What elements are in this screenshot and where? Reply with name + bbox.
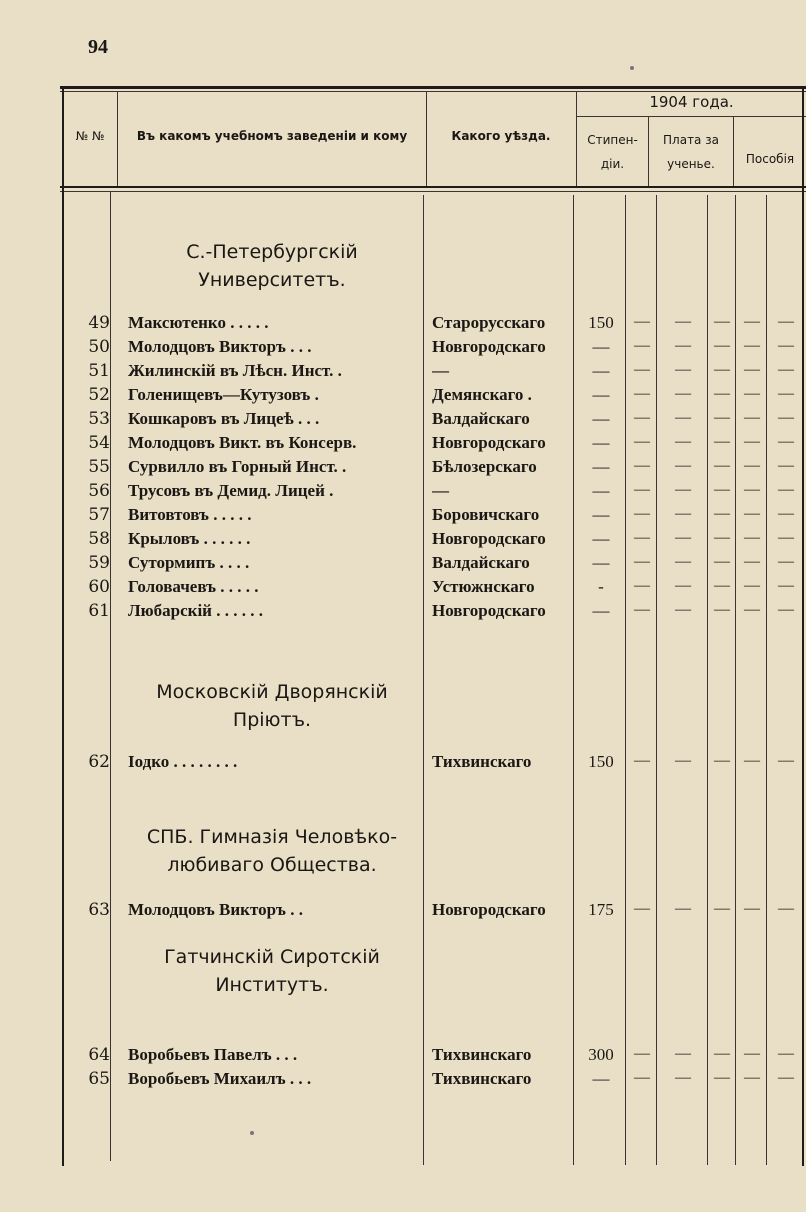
row-empty-cell-5: — (778, 577, 794, 594)
row-empty-cell-4: — (744, 553, 760, 570)
row-empty-cell-1: — (634, 601, 650, 618)
row-empty-cell-2: — (675, 577, 691, 594)
row-empty-cell-2: — (675, 1045, 691, 1062)
row-stipend: — (592, 601, 610, 620)
row-stipend: - (598, 577, 604, 596)
row-name: Молодцовъ Викторъ . . (128, 900, 303, 919)
row-empty-cell-4: — (744, 481, 760, 498)
row-stipend: — (592, 409, 610, 428)
row-empty-cell-4: — (744, 409, 760, 426)
row-empty-cell-1: — (634, 313, 650, 330)
row-empty-cell-5: — (778, 337, 794, 354)
row-empty-cell-3: — (714, 385, 730, 402)
row-empty-cell-4: — (744, 505, 760, 522)
row-name: Головачевъ . . . . . (128, 577, 259, 596)
row-empty-cell-5: — (778, 433, 794, 450)
row-empty-cell-5: — (778, 409, 794, 426)
row-empty-cell-3: — (714, 900, 730, 917)
speck (250, 1131, 254, 1135)
row-empty-cell-2: — (675, 313, 691, 330)
row-stipend: — (592, 337, 610, 356)
row-empty-cell-1: — (634, 900, 650, 917)
row-empty-cell-1: — (634, 457, 650, 474)
row-empty-cell-5: — (778, 481, 794, 498)
row-empty-cell-1: — (634, 752, 650, 769)
row-uezd: Новгородскаго (432, 601, 546, 620)
row-number: 55 (88, 457, 110, 477)
row-uezd: Устюжнскаго (432, 577, 535, 596)
row-uezd: Новгородскаго (432, 529, 546, 548)
row-stipend: — (592, 553, 610, 572)
row-name: Іодко . . . . . . . . (128, 752, 238, 771)
row-empty-cell-5: — (778, 505, 794, 522)
row-empty-cell-2: — (675, 553, 691, 570)
row-number: 59 (88, 553, 110, 573)
row-uezd: Старорусскаго (432, 313, 546, 332)
row-name: Воробьевъ Павелъ . . . (128, 1045, 298, 1064)
header-number: № № (75, 129, 105, 143)
row-name: Витовтовъ . . . . . (128, 505, 252, 524)
section-title (118, 678, 426, 734)
row-stipend: — (592, 505, 610, 524)
row-name: Молодцовъ Викторъ . . . (128, 337, 312, 356)
row-number: 50 (88, 337, 110, 357)
row-stipend: — (592, 385, 610, 404)
row-empty-cell-5: — (778, 1069, 794, 1086)
header-stipend-line2: діи. (600, 157, 625, 171)
section-title-line1: С.-Петербургскій (186, 241, 358, 263)
row-uezd: Новгородскаго (432, 433, 546, 452)
row-empty-cell-2: — (675, 601, 691, 618)
row-name: Трусовъ въ Демид. Лицей . (128, 481, 334, 500)
row-name: Любарскій . . . . . . (128, 601, 263, 620)
row-empty-cell-4: — (744, 337, 760, 354)
row-empty-cell-5: — (778, 752, 794, 769)
row-number: 63 (88, 900, 110, 920)
section-title (118, 238, 426, 294)
row-empty-cell-2: — (675, 529, 691, 546)
row-empty-cell-4: — (744, 900, 760, 917)
row-empty-cell-2: — (675, 505, 691, 522)
row-empty-cell-1: — (634, 385, 650, 402)
row-empty-cell-1: — (634, 505, 650, 522)
row-empty-cell-3: — (714, 752, 730, 769)
row-uezd: Тихвинскаго (432, 1069, 532, 1088)
section-title-line1: СПБ. Гимназія Человѣко- (146, 826, 398, 848)
row-empty-cell-4: — (744, 1069, 760, 1086)
row-uezd: Демянскаго . (432, 385, 532, 404)
row-name: Крыловъ . . . . . . (128, 529, 251, 548)
row-empty-cell-1: — (634, 1069, 650, 1086)
row-name: Жилинскій въ Лѣсн. Инст. . (128, 361, 342, 380)
row-number: 49 (88, 313, 110, 333)
speck (630, 66, 634, 70)
row-empty-cell-2: — (675, 433, 691, 450)
row-empty-cell-1: — (634, 553, 650, 570)
section-title (118, 943, 426, 999)
row-number: 57 (88, 505, 110, 525)
row-uezd: Тихвинскаго (432, 752, 532, 771)
row-empty-cell-3: — (714, 553, 730, 570)
header-year: 1904 года. (649, 93, 734, 111)
section-title-line2: Университетъ. (198, 269, 346, 291)
row-stipend: 150 (588, 752, 614, 771)
row-name: Сурвилло въ Горный Инст. . (128, 457, 347, 476)
row-empty-cell-3: — (714, 361, 730, 378)
row-empty-cell-3: — (714, 601, 730, 618)
row-empty-cell-3: — (714, 481, 730, 498)
row-name: Воробьевъ Михаилъ . . . (128, 1069, 312, 1088)
row-empty-cell-2: — (675, 1069, 691, 1086)
row-uezd: — (432, 481, 449, 500)
row-empty-cell-3: — (714, 529, 730, 546)
row-empty-cell-5: — (778, 553, 794, 570)
header-uezd: Какого уѣзда. (451, 129, 551, 143)
row-number: 60 (88, 577, 110, 597)
row-number: 64 (88, 1045, 110, 1065)
row-uezd: Новгородскаго (432, 337, 546, 356)
section-title-line1: Московскій Дворянскій (156, 681, 388, 703)
row-name: Голенищевъ—Кутузовъ . (128, 385, 319, 404)
row-empty-cell-2: — (675, 481, 691, 498)
section-title-line2: любиваго Общества. (167, 854, 377, 876)
row-empty-cell-4: — (744, 752, 760, 769)
header-fee-line2: ученье. (667, 157, 715, 171)
row-name: Кошкаровъ въ Лицеѣ . . . (128, 409, 320, 428)
row-stipend: — (592, 529, 610, 548)
row-empty-cell-4: — (744, 313, 760, 330)
section-title-line2: Пріютъ. (232, 709, 312, 731)
row-empty-cell-1: — (634, 529, 650, 546)
row-empty-cell-4: — (744, 385, 760, 402)
row-uezd: Бѣлозерскаго (432, 457, 537, 476)
row-name: Молодцовъ Викт. въ Консерв. (128, 433, 357, 452)
row-uezd: — (432, 361, 449, 380)
page-number: 94 (88, 36, 108, 58)
row-stipend: — (592, 481, 610, 500)
row-stipend: — (592, 1069, 610, 1088)
section-title-line1: Гатчинскій Сиротскій (164, 946, 380, 968)
row-empty-cell-2: — (675, 385, 691, 402)
row-empty-cell-1: — (634, 409, 650, 426)
row-empty-cell-3: — (714, 1045, 730, 1062)
row-name: Максютенко . . . . . (128, 313, 269, 332)
row-empty-cell-1: — (634, 337, 650, 354)
section-title (118, 823, 426, 879)
row-empty-cell-1: — (634, 1045, 650, 1062)
header-institution: Въ какомъ учебномъ заведеніи и кому (136, 129, 408, 143)
row-number: 65 (88, 1069, 110, 1089)
row-empty-cell-5: — (778, 900, 794, 917)
row-empty-cell-4: — (744, 433, 760, 450)
row-stipend: 300 (588, 1045, 614, 1064)
row-empty-cell-3: — (714, 457, 730, 474)
row-empty-cell-1: — (634, 361, 650, 378)
row-empty-cell-4: — (744, 529, 760, 546)
row-number: 54 (88, 433, 110, 453)
header-stipend (577, 128, 648, 176)
row-empty-cell-3: — (714, 577, 730, 594)
row-empty-cell-1: — (634, 433, 650, 450)
row-number: 52 (88, 385, 110, 405)
row-stipend: — (592, 457, 610, 476)
row-empty-cell-1: — (634, 481, 650, 498)
row-empty-cell-2: — (675, 409, 691, 426)
row-empty-cell-2: — (675, 361, 691, 378)
header-stipend-line1: Стипен- (587, 133, 638, 147)
row-empty-cell-2: — (675, 337, 691, 354)
row-empty-cell-3: — (714, 409, 730, 426)
row-empty-cell-4: — (744, 601, 760, 618)
row-empty-cell-5: — (778, 457, 794, 474)
row-number: 53 (88, 409, 110, 429)
row-empty-cell-5: — (778, 601, 794, 618)
header-benefit: Пособія (745, 152, 795, 166)
row-number: 56 (88, 481, 110, 501)
row-empty-cell-3: — (714, 433, 730, 450)
row-empty-cell-2: — (675, 900, 691, 917)
row-stipend: 150 (588, 313, 614, 332)
row-empty-cell-3: — (714, 337, 730, 354)
row-number: 58 (88, 529, 110, 549)
row-empty-cell-4: — (744, 361, 760, 378)
row-empty-cell-1: — (634, 577, 650, 594)
row-uezd: Валдайскаго (432, 409, 530, 428)
row-name: Сутормипъ . . . . (128, 553, 250, 572)
header-fee (649, 128, 733, 176)
row-stipend: — (592, 433, 610, 452)
row-uezd: Боровичскаго (432, 505, 540, 524)
row-empty-cell-5: — (778, 1045, 794, 1062)
row-empty-cell-4: — (744, 457, 760, 474)
row-empty-cell-5: — (778, 385, 794, 402)
row-empty-cell-4: — (744, 577, 760, 594)
row-stipend: 175 (588, 900, 614, 919)
row-number: 61 (88, 601, 110, 621)
row-uezd: Валдайскаго (432, 553, 530, 572)
row-empty-cell-2: — (675, 457, 691, 474)
row-uezd: Новгородскаго (432, 900, 546, 919)
row-empty-cell-5: — (778, 361, 794, 378)
row-empty-cell-2: — (675, 752, 691, 769)
header-fee-line1: Плата за (663, 133, 719, 147)
row-stipend: — (592, 361, 610, 380)
row-empty-cell-5: — (778, 529, 794, 546)
row-number: 51 (88, 361, 110, 381)
row-number: 62 (88, 752, 110, 772)
row-empty-cell-5: — (778, 313, 794, 330)
row-empty-cell-3: — (714, 313, 730, 330)
row-empty-cell-3: — (714, 1069, 730, 1086)
row-empty-cell-4: — (744, 1045, 760, 1062)
section-title-line2: Институтъ. (215, 974, 329, 996)
row-uezd: Тихвинскаго (432, 1045, 532, 1064)
row-empty-cell-3: — (714, 505, 730, 522)
